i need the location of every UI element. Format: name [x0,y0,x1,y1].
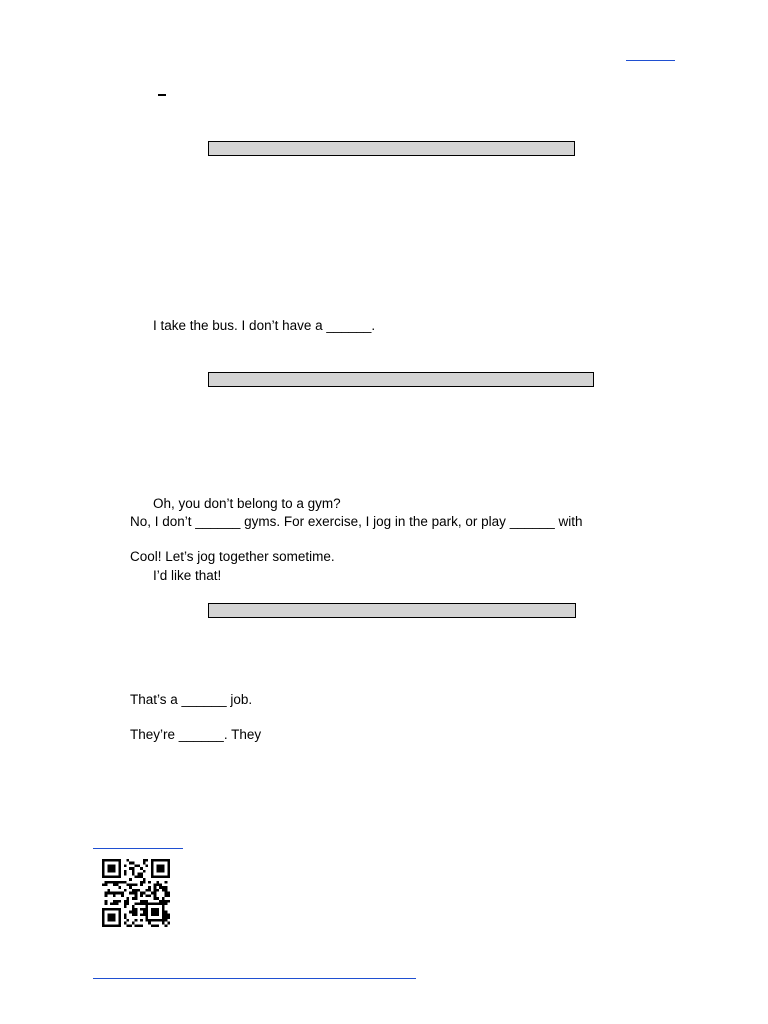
dialogue-line-7: They’re ______. They [130,727,262,742]
word-box-3 [208,603,576,618]
dialogue-line-1: I take the bus. I don’t have a ______. [153,318,376,333]
qr-code-icon [102,859,170,927]
footer-link-2[interactable] [93,970,416,979]
footer-link-1[interactable] [93,840,183,849]
dialogue-line-6: That’s a ______ job. [130,692,253,707]
word-box-1 [208,141,575,156]
dialogue-line-5: I’d like that! [153,568,222,583]
dialogue-line-3: No, I don’t ______ gyms. For exercise, I jog in the park, or play ______ with [130,514,583,529]
dialogue-line-4: Cool! Let’s jog together sometime. [130,549,335,564]
top-link[interactable] [626,46,675,61]
dialogue-line-2: Oh, you don’t belong to a gym? [153,496,341,511]
title-dash [158,94,166,96]
word-box-2 [208,372,594,387]
